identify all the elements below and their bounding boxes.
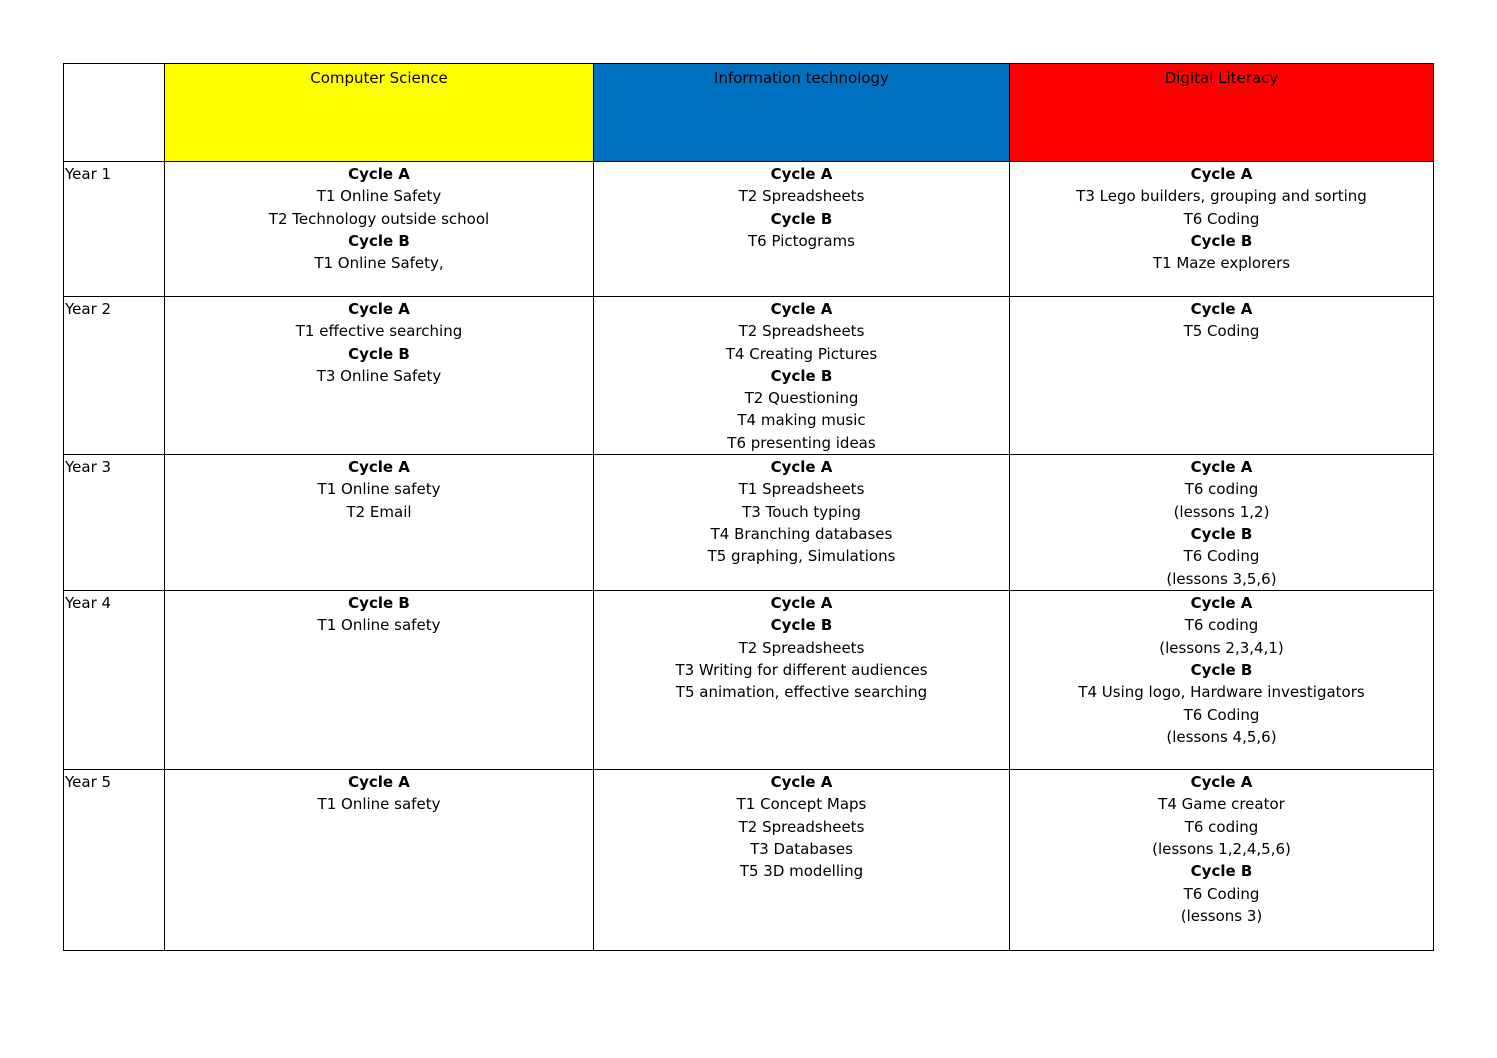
topic-item: (lessons 3,5,6) xyxy=(1166,569,1277,588)
topic-item: T4 Game creator xyxy=(1158,795,1285,814)
topic-item: (lessons 1,2) xyxy=(1173,502,1270,521)
topic-item: T6 Coding xyxy=(1183,884,1260,903)
cycle-heading: Cycle A xyxy=(1190,458,1253,477)
year-row xyxy=(64,455,1434,591)
topic-item: T6 presenting ideas xyxy=(727,433,876,452)
header-digital-literacy xyxy=(1010,64,1434,162)
cycle-heading: Cycle B xyxy=(1190,524,1253,543)
year-label: Year 3 xyxy=(64,455,165,591)
computer-science-cell xyxy=(165,770,594,951)
topic-item: T3 Touch typing xyxy=(742,502,861,521)
topic-item: T2 Technology outside school xyxy=(268,209,490,228)
cycle-heading: Cycle A xyxy=(1190,773,1253,792)
topic-item: T5 animation, effective searching xyxy=(675,683,928,702)
topic-item: T2 Spreadsheets xyxy=(738,817,865,836)
topic-item: T2 Spreadsheets xyxy=(738,322,865,341)
computer-science-cell xyxy=(165,455,594,591)
computer-science-cell xyxy=(165,591,594,770)
cycle-heading: Cycle A xyxy=(1190,165,1253,183)
year-row xyxy=(64,297,1434,455)
information-technology-cell xyxy=(594,770,1010,951)
corner-cell xyxy=(64,64,165,162)
topic-item: T1 Spreadsheets xyxy=(738,480,865,499)
cycle-heading: Cycle A xyxy=(348,773,410,792)
topic-item: T6 Coding xyxy=(1183,209,1260,228)
topic-item: T6 Coding xyxy=(1183,705,1260,724)
topic-item: T1 Online safety xyxy=(317,795,441,814)
topic-item: T3 Lego builders, grouping and sorting xyxy=(1076,187,1367,206)
cycle-heading: Cycle B xyxy=(1190,231,1253,250)
topic-item: (lessons 1,2,4,5,6) xyxy=(1152,839,1291,858)
topic-item: T5 3D modelling xyxy=(739,862,864,881)
cycle-heading: Cycle B xyxy=(1190,862,1253,881)
topic-item: (lessons 2,3,4,1) xyxy=(1159,638,1284,657)
topic-item: T1 effective searching xyxy=(295,322,463,341)
topic-item: T3 Databases xyxy=(750,839,853,858)
cycle-heading: Cycle B xyxy=(348,231,410,250)
cycle-heading: Cycle A xyxy=(1190,594,1253,613)
topic-item: T3 Online Safety xyxy=(316,366,442,385)
topic-item: (lessons 3) xyxy=(1180,906,1263,925)
cycle-heading: Cycle B xyxy=(348,594,410,613)
cycle-heading: Cycle B xyxy=(770,209,833,228)
curriculum-table xyxy=(63,63,1434,951)
topic-item: T1 Online safety xyxy=(317,480,441,499)
topic-item: T2 Questioning xyxy=(744,389,859,408)
topic-item: T2 Email xyxy=(346,502,412,521)
cycle-heading: Cycle B xyxy=(1190,660,1253,679)
year-label: Year 2 xyxy=(64,297,165,455)
topic-item: T2 Spreadsheets xyxy=(738,638,865,657)
header-label-information-technology: Information technology xyxy=(714,69,889,87)
computer-science-cell xyxy=(165,297,594,455)
topic-item: T1 Online Safety xyxy=(316,187,442,206)
cycle-heading: Cycle A xyxy=(348,300,410,318)
information-technology-cell xyxy=(594,162,1010,297)
topic-item: T6 Pictograms xyxy=(748,231,855,250)
information-technology-cell xyxy=(594,455,1010,591)
cycle-heading: Cycle B xyxy=(770,366,833,385)
year-row xyxy=(64,591,1434,770)
topic-item: T6 coding xyxy=(1184,480,1259,499)
header-computer-science xyxy=(165,64,594,162)
computer-science-cell xyxy=(165,162,594,297)
topic-item: T6 Coding xyxy=(1183,547,1260,566)
year-label: Year 4 xyxy=(64,591,165,770)
topic-item: T1 Online Safety, xyxy=(314,254,444,273)
topic-item: T1 Maze explorers xyxy=(1152,254,1291,273)
topic-item: T5 graphing, Simulations xyxy=(707,547,896,566)
year-label: Year 5 xyxy=(64,770,165,951)
topic-item: T4 Using logo, Hardware investigators xyxy=(1078,683,1365,702)
header-label-computer-science: Computer Science xyxy=(310,69,448,87)
header-row xyxy=(64,64,1434,162)
cycle-heading: Cycle B xyxy=(348,344,410,363)
topic-item: T4 Branching databases xyxy=(710,524,893,543)
cycle-heading: Cycle A xyxy=(770,165,833,183)
year-row xyxy=(64,162,1434,297)
topic-item: T6 coding xyxy=(1184,616,1259,635)
cycle-heading: Cycle B xyxy=(770,616,833,635)
year-label: Year 1 xyxy=(64,162,165,297)
header-information-technology xyxy=(594,64,1010,162)
cycle-heading: Cycle A xyxy=(770,300,833,318)
header-label-digital-literacy: Digital Literacy xyxy=(1164,69,1279,87)
topic-item: T4 making music xyxy=(737,411,866,430)
cycle-heading: Cycle A xyxy=(770,773,833,792)
cycle-heading: Cycle A xyxy=(1190,300,1253,318)
topic-item: T4 Creating Pictures xyxy=(725,344,878,363)
cycle-heading: Cycle A xyxy=(770,458,833,477)
topic-item: T2 Spreadsheets xyxy=(738,187,865,206)
digital-literacy-cell xyxy=(1010,770,1434,951)
topic-item: (lessons 4,5,6) xyxy=(1166,727,1277,746)
digital-literacy-cell xyxy=(1010,162,1434,297)
topic-item: T1 Concept Maps xyxy=(736,795,867,814)
information-technology-cell xyxy=(594,297,1010,455)
digital-literacy-cell xyxy=(1010,297,1434,455)
topic-item: T5 Coding xyxy=(1183,322,1260,341)
digital-literacy-cell xyxy=(1010,591,1434,770)
cycle-heading: Cycle A xyxy=(770,594,833,613)
topic-item: T1 Online safety xyxy=(317,616,441,635)
year-row xyxy=(64,770,1434,951)
cycle-heading: Cycle A xyxy=(348,165,410,183)
information-technology-cell xyxy=(594,591,1010,770)
topic-item: T6 coding xyxy=(1184,817,1259,836)
topic-item: T3 Writing for different audiences xyxy=(675,660,928,679)
cycle-heading: Cycle A xyxy=(348,458,410,477)
digital-literacy-cell xyxy=(1010,455,1434,591)
